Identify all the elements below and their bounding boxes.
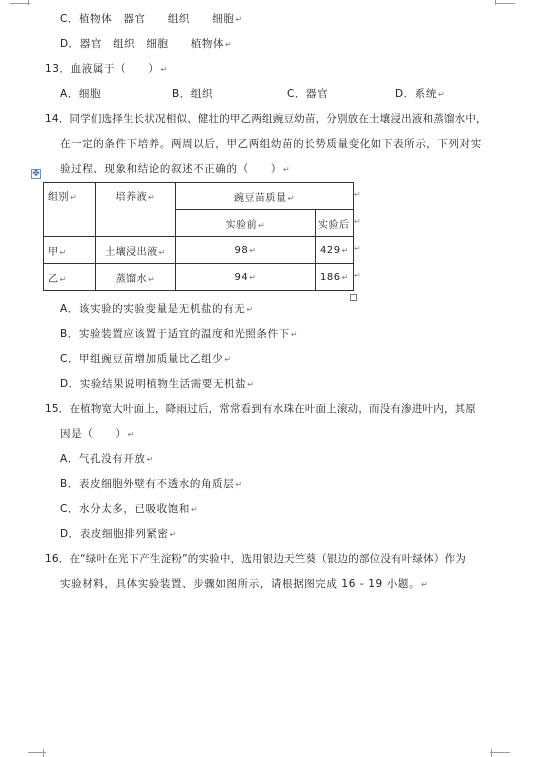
paragraph-mark: ↵: [287, 193, 295, 203]
option-text: B．实验装置应该置于适宜的温度和光照条件下: [60, 328, 290, 340]
paragraph-mark: ↵: [290, 330, 299, 339]
row-end-mark: ↵: [354, 217, 361, 226]
crop-mark-bottom-right: [490, 752, 510, 753]
paragraph-mark: ↵: [235, 15, 243, 24]
option-text: A．该实验的实验变量是无机盐的有无: [60, 303, 246, 315]
paragraph-mark: ↵: [438, 90, 446, 99]
crop-mark-bottom-left: [43, 749, 44, 757]
q15-option-a[interactable]: [60, 452, 154, 467]
question-text: 因是（ ）: [60, 428, 127, 440]
q13-option-c[interactable]: C．器官: [287, 88, 329, 100]
paragraph-mark: ↵: [247, 380, 255, 389]
cell-text: 94: [234, 271, 249, 283]
option-text: D．表皮细胞排列紧密: [60, 528, 169, 540]
cell-before[interactable]: [176, 264, 316, 291]
cell-medium[interactable]: [96, 264, 176, 291]
table-move-handle-icon[interactable]: ✥: [32, 169, 40, 179]
cell-before[interactable]: [176, 237, 316, 264]
crop-mark-top-left: [10, 3, 30, 4]
q13-option-d[interactable]: D．系统: [395, 88, 437, 100]
paragraph-mark: ↵: [191, 505, 199, 514]
paragraph-mark: ↵: [258, 220, 266, 230]
paragraph-mark: ↵: [224, 355, 232, 364]
q14-option-c[interactable]: [60, 352, 232, 367]
q12-option-c[interactable]: [60, 12, 243, 27]
option-text: D．实验结果说明植物生活需要无机盐: [60, 378, 247, 390]
cell-text: 429: [320, 244, 341, 256]
cell-after[interactable]: [316, 237, 354, 264]
paragraph-mark: ↵: [341, 245, 349, 255]
paragraph-mark: ↵: [341, 272, 349, 282]
paragraph-mark: ↵: [249, 272, 257, 282]
question-text: 15．在植物宽大叶面上，降雨过后，常常看到有水珠在叶面上滚动，而没有渗进叶内，其原: [45, 403, 477, 415]
q14-stem-line2: [60, 137, 482, 151]
header-after[interactable]: [316, 210, 354, 237]
cell-text: 土壤浸出液: [105, 246, 158, 258]
q14-data-table: [43, 182, 354, 291]
question-text: 14．同学们选择生长状况相似、健壮的甲乙两组豌豆幼苗，分别放在土壤浸出液和蒸馏水中，: [45, 113, 487, 125]
paragraph-mark: ↵: [146, 455, 154, 464]
cell-text: 甲: [48, 246, 59, 258]
option-text: D．器官 组织 细胞 植物体: [60, 38, 225, 50]
paragraph-mark: ↵: [169, 530, 177, 539]
table-resize-handle[interactable]: [350, 294, 357, 301]
q15-option-d[interactable]: [60, 527, 177, 542]
q13-options: [60, 87, 445, 102]
crop-mark-bottom-right: [491, 749, 492, 757]
cell-group[interactable]: [44, 264, 96, 291]
question-text: 验过程、现象和结论的叙述不正确的（ ）: [60, 163, 282, 175]
question-text: 16．在“绿叶在光下产生淀粉”的实验中，选用银边天竺葵（银边的部位没有叶绿体）作为: [45, 553, 466, 565]
crop-mark-top-right: [495, 0, 496, 5]
q16-stem-line1: [45, 552, 466, 566]
paragraph-mark: ↵: [59, 274, 67, 284]
q13-option-a[interactable]: A．细胞: [60, 88, 102, 100]
cell-after[interactable]: [316, 264, 354, 291]
table-row: [44, 264, 354, 291]
paragraph-mark: ↵: [70, 193, 78, 202]
table-header-row: [44, 183, 354, 210]
q14-option-b[interactable]: [60, 327, 298, 342]
row-end-mark: ↵: [354, 190, 361, 199]
cell-text: 豌豆苗质量: [234, 192, 287, 204]
cell-group[interactable]: [44, 237, 96, 264]
q15-option-c[interactable]: [60, 502, 198, 517]
paragraph-mark: ↵: [160, 65, 168, 74]
paragraph-mark: ↵: [421, 580, 429, 589]
option-text: A．气孔没有开放: [60, 453, 146, 465]
question-text: 实验材料，具体实验装置、步骤如图所示，请根据图完成 16 - 19 小题。: [60, 578, 421, 590]
cell-text: 蒸馏水: [115, 273, 148, 285]
option-text: B．表皮细胞外壁有不透水的角质层: [60, 478, 235, 490]
cell-medium[interactable]: [96, 237, 176, 264]
header-medium[interactable]: [96, 183, 176, 237]
paragraph-mark: ↵: [148, 274, 156, 284]
option-text: C．植物体 器官 组织 细胞: [60, 13, 235, 25]
paragraph-mark: ↵: [127, 430, 135, 439]
paragraph-mark: ↵: [283, 165, 291, 174]
paragraph-mark: ↵: [158, 247, 166, 257]
cell-text: 98: [234, 244, 249, 256]
row-end-mark: ↵: [354, 271, 361, 280]
q15-option-b[interactable]: [60, 477, 243, 492]
header-before[interactable]: [176, 210, 316, 237]
paragraph-mark: ↵: [249, 245, 257, 255]
cell-text: 186: [320, 271, 341, 283]
q13-stem: [45, 62, 168, 77]
cell-text: 培养液: [115, 192, 148, 203]
q14-option-a[interactable]: [60, 302, 254, 317]
paragraph-mark: ↵: [59, 247, 67, 257]
table-row: [44, 237, 354, 264]
cell-text: 实验后: [318, 219, 350, 231]
header-group[interactable]: [44, 183, 96, 237]
cell-text: 乙: [48, 273, 59, 285]
crop-mark-top-left: [28, 0, 29, 5]
header-mass[interactable]: [176, 183, 354, 210]
q14-option-d[interactable]: [60, 377, 255, 392]
option-text: C．甲组豌豆苗增加质量比乙组少: [60, 353, 224, 365]
crop-mark-top-right: [495, 3, 515, 4]
q14-stem-line1: [45, 112, 487, 126]
q12-option-d[interactable]: [60, 37, 232, 52]
q14-stem-line3: [60, 162, 290, 177]
cell-text: 组别: [48, 192, 69, 203]
row-end-mark: ↵: [354, 244, 361, 253]
paragraph-mark: ↵: [225, 40, 233, 49]
paragraph-mark: ↵: [235, 480, 243, 489]
q13-option-b[interactable]: B．组织: [172, 88, 214, 100]
paragraph-mark: ↵: [148, 193, 156, 202]
q15-stem-line2: [60, 427, 135, 442]
paragraph-mark: ↵: [246, 305, 254, 314]
q16-stem-line2: [60, 577, 428, 592]
question-text: 13．血液属于（ ）: [45, 63, 160, 75]
question-text: 在一定的条件下培养。两周以后，甲乙两组幼苗的长势质量变化如下表所示，下列对实: [60, 138, 482, 150]
option-text: C．水分太多，已吸收饱和: [60, 503, 191, 515]
cell-text: 实验前: [225, 219, 258, 231]
q15-stem-line1: [45, 402, 476, 416]
